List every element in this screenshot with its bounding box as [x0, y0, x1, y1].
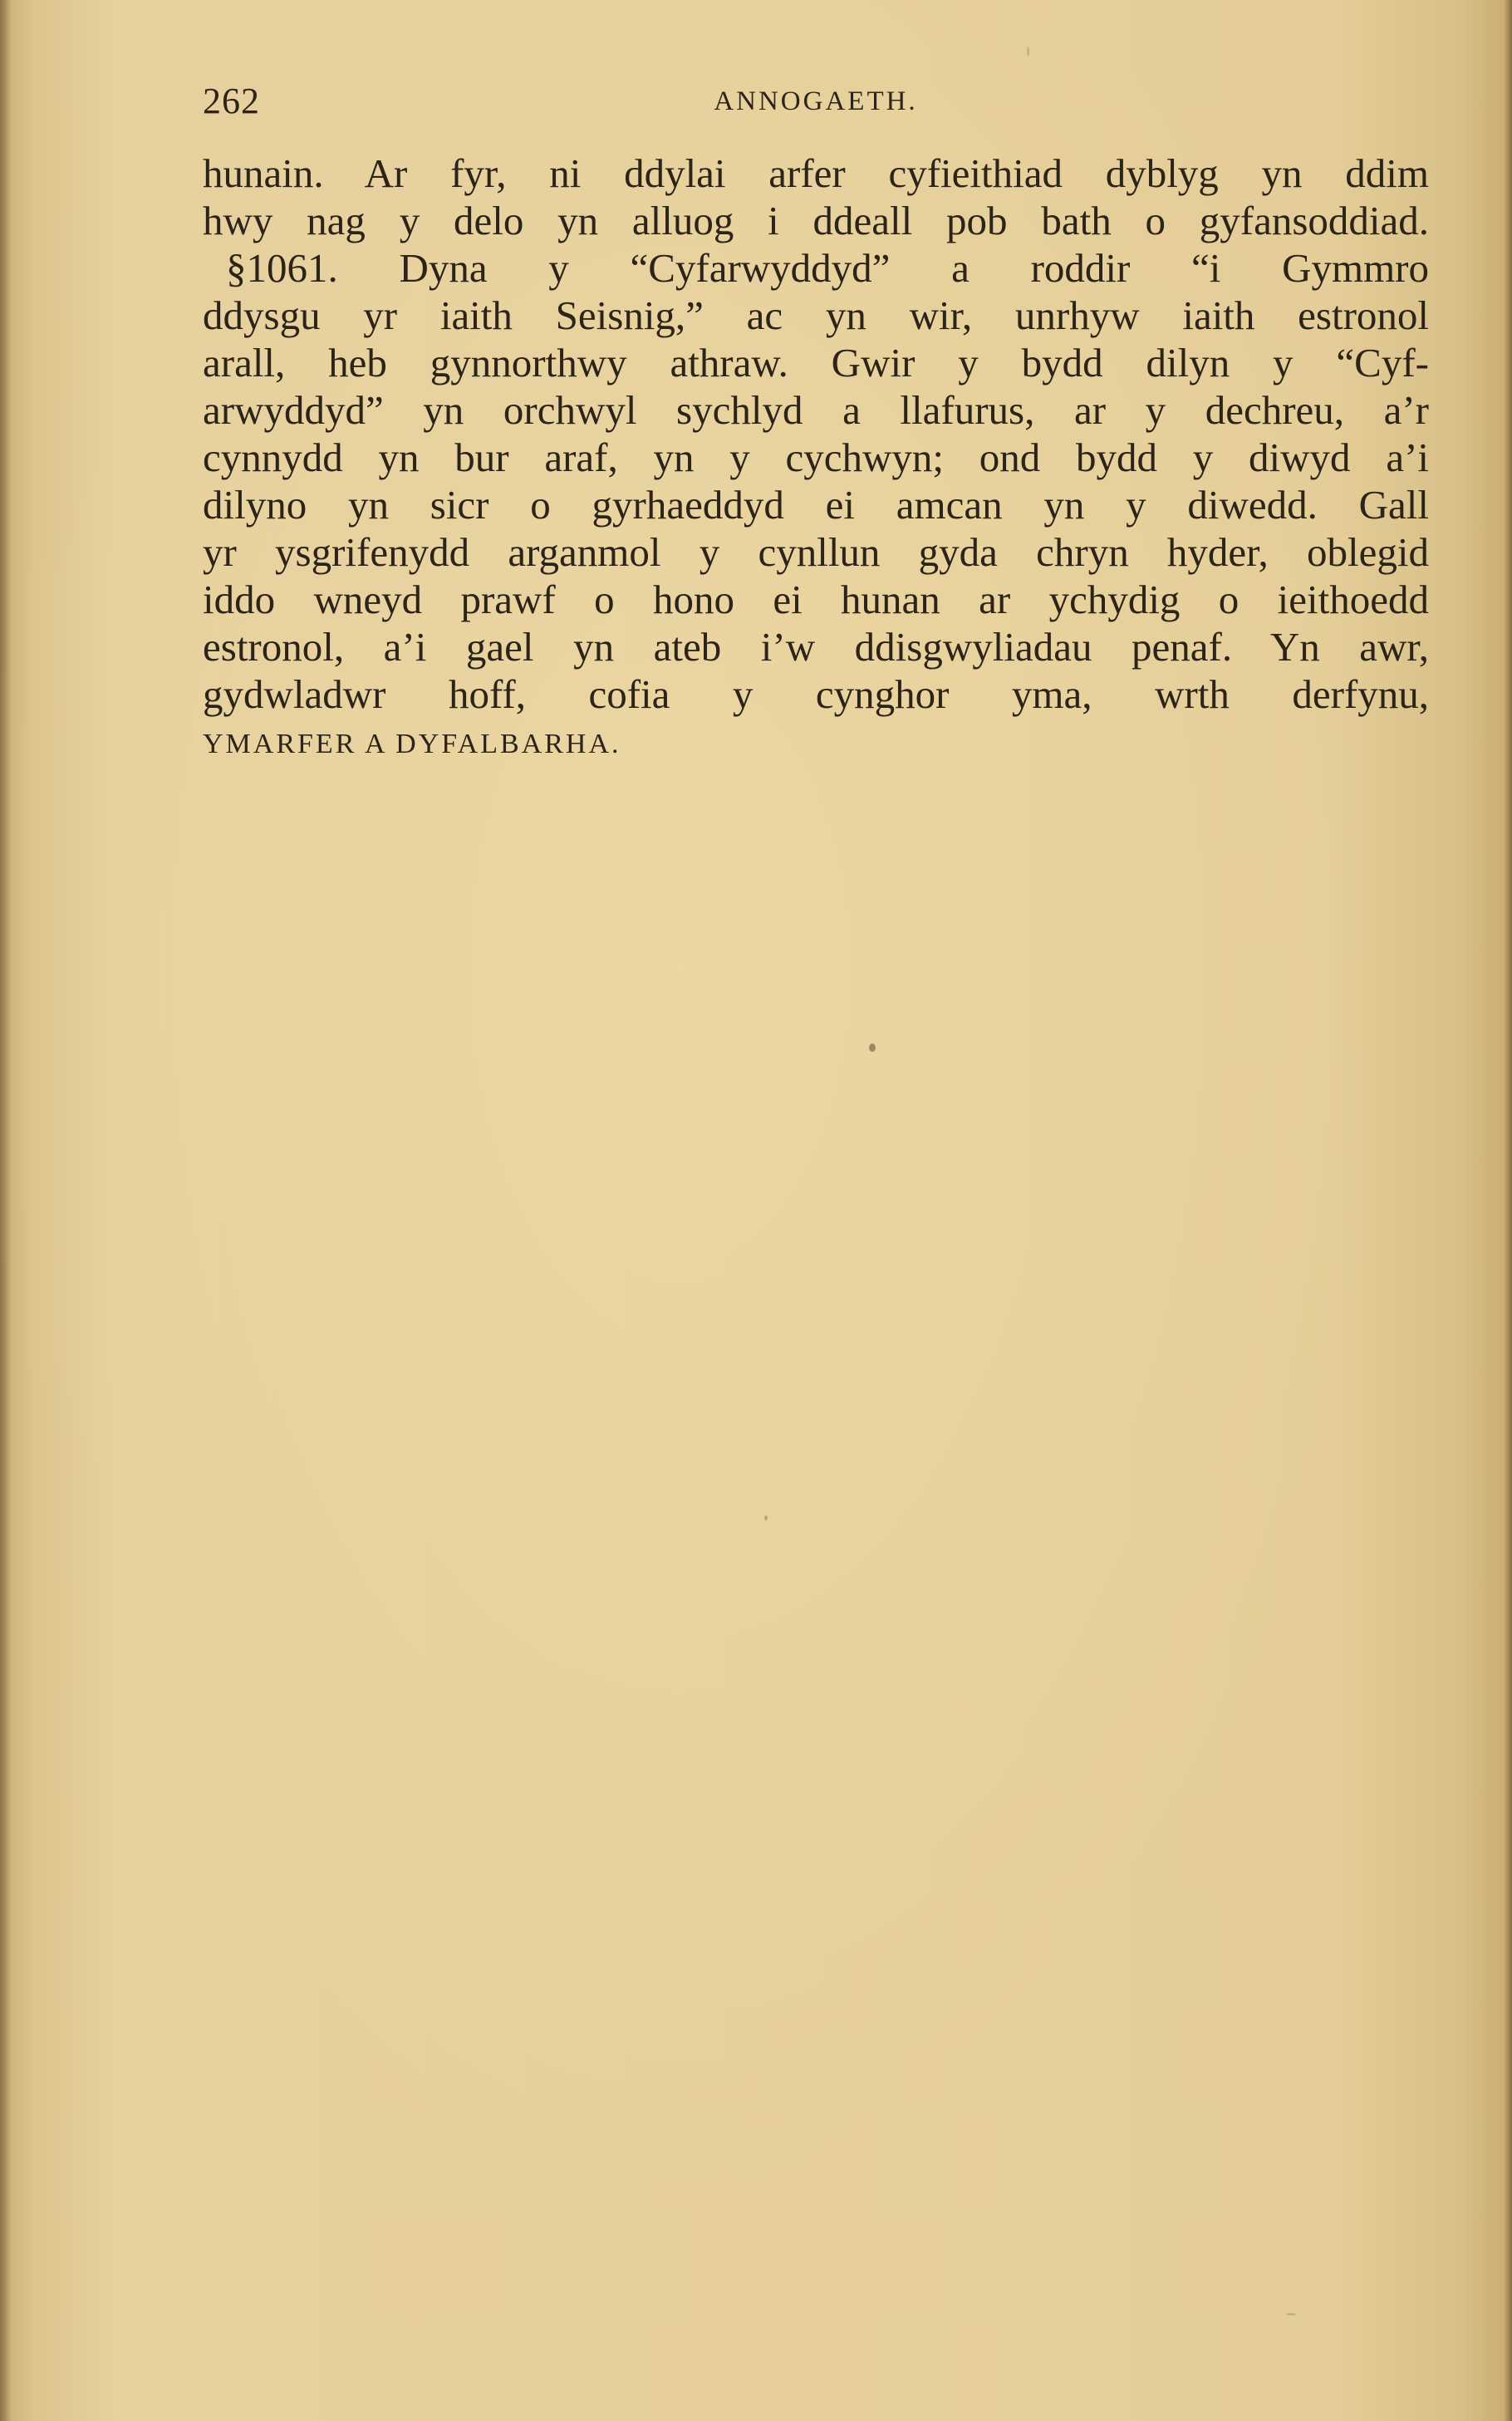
text-line: gydwladwr hoff, cofia y cynghor yma, wrth derfynu, [203, 671, 1429, 717]
page-right-edge [1504, 0, 1512, 2421]
closing-motto: YMARFER A DYFALBARHA. [203, 729, 621, 759]
text-line: estronol, a’i gael yn ateb i’w ddisgwyliadau penaf. Yn awr, [203, 624, 1429, 670]
page-number: 262 [203, 81, 260, 121]
paper-speck [869, 1044, 876, 1052]
body-text [203, 150, 1429, 769]
text-line-section-start: §1061. Dyna y “Cyfarwyddyd” a roddir “i Gymmro [226, 245, 1429, 291]
text-line: hunain. Ar fyr, ni ddylai arfer cyfieithiad dyblyg yn ddim [203, 150, 1429, 196]
text-line: dilyno yn sicr o gyrhaeddyd ei amcan yn y diwedd. Gall [203, 482, 1429, 528]
text-line: arwyddyd” yn orchwyl sychlyd a llafurus, ar y dechreu, a’r [203, 387, 1429, 433]
text-line: arall, heb gynnorthwy athraw. Gwir y bydd dilyn y “Cyf- [203, 340, 1429, 385]
text-line: ddysgu yr iaith Seisnig,” ac yn wir, unrhyw iaith estronol [203, 292, 1429, 338]
paper-speck [764, 1515, 768, 1520]
text-line: yr ysgrifenydd arganmol y cynllun gyda chryn hyder, oblegid [203, 529, 1429, 575]
text-line: cynnydd yn bur araf, yn y cychwyn; ond bydd y diwyd a’i [203, 435, 1429, 480]
paper-speck [1027, 47, 1029, 56]
running-head: ANNOGAETH. [714, 86, 918, 116]
page-left-edge [0, 0, 12, 2421]
page-header [203, 80, 1429, 130]
text-line: iddo wneyd prawf o hono ei hunan ar ychydig o ieithoedd [203, 577, 1429, 622]
text-line: hwy nag y delo yn alluog i ddeall pob bath o gyfansoddiad. [203, 198, 1429, 243]
paper-speck [1286, 2313, 1296, 2315]
